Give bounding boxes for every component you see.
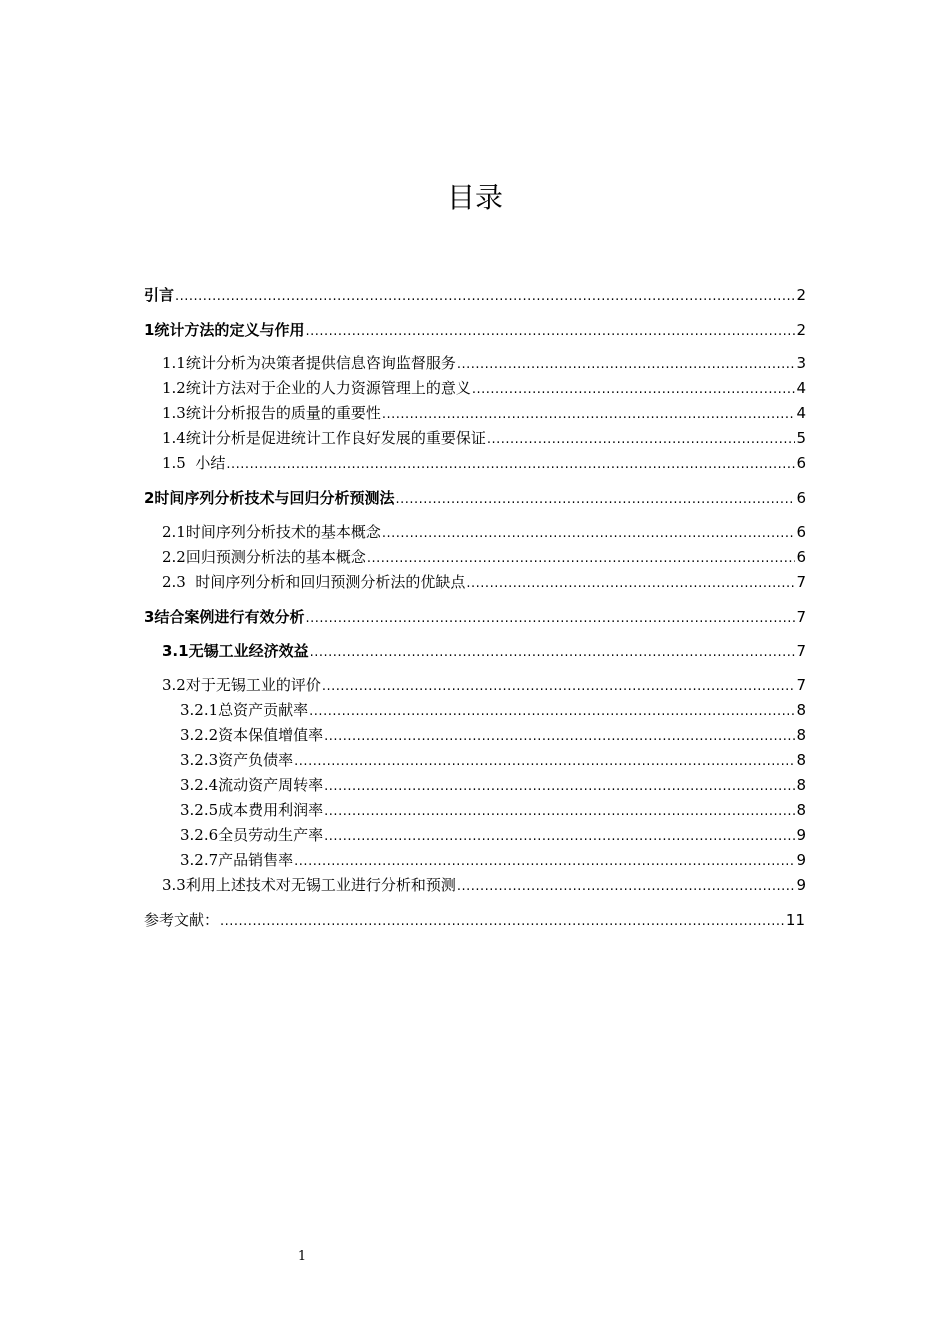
toc-entry-page: 6: [796, 454, 806, 472]
toc-entry-section-3-2-5[interactable]: [180, 800, 806, 822]
toc-leader-dots: [322, 677, 796, 697]
toc-leader-dots: [324, 777, 795, 797]
toc-entry-section-3-2-7[interactable]: [180, 850, 806, 872]
toc-entry-text: 3结合案例进行有效分析: [144, 608, 305, 626]
toc-entry-text: 2.2回归预测分析法的基本概念: [162, 548, 366, 566]
toc-leader-dots: [382, 524, 796, 544]
toc-leader-dots: [466, 574, 795, 594]
toc-entry-section-2-3[interactable]: [162, 572, 806, 594]
toc-entry-section-1-5[interactable]: [162, 453, 806, 475]
toc-entry-section-3-2-2[interactable]: [180, 725, 806, 747]
toc-entry-text: 参考文献：: [144, 911, 220, 929]
toc-entry-page: 9: [796, 826, 806, 844]
toc-entry-page: 8: [796, 776, 806, 794]
toc-leader-dots: [226, 455, 795, 475]
toc-entry-section-1-3[interactable]: [162, 403, 806, 425]
toc-entry-page: 11: [785, 911, 805, 929]
toc-entry-page: 7: [796, 676, 806, 694]
toc-entry-page: 7: [796, 642, 806, 660]
toc-entry-text: 3.2.6全员劳动生产率: [180, 826, 324, 844]
toc-entry-page: 2: [796, 321, 806, 339]
toc-entry-text: 3.2.2资本保值增值率: [180, 726, 324, 744]
toc-entry-text: 1统计方法的定义与作用: [144, 321, 305, 339]
toc-entry-page: 4: [796, 379, 806, 397]
toc-entry-page: 8: [796, 726, 806, 744]
page-title: 目录: [446, 181, 503, 214]
toc-entry-chapter-2[interactable]: [144, 488, 806, 510]
toc-leader-dots: [310, 643, 796, 663]
toc-entry-text: 3.2.5成本费用利润率: [180, 801, 324, 819]
toc-entry-text: 3.2.4流动资产周转率: [180, 776, 324, 794]
toc-entry-page: 7: [796, 573, 806, 591]
toc-entry-section-3-2-4[interactable]: [180, 775, 806, 797]
page-number: 1: [297, 1249, 307, 1264]
toc-entry-intro[interactable]: [144, 285, 806, 307]
toc-entry-page: 8: [796, 701, 806, 719]
toc-entry-section-3-2[interactable]: [162, 675, 806, 697]
toc-entry-text: 1.4统计分析是促进统计工作良好发展的重要保证: [162, 429, 486, 447]
toc-entry-section-1-4[interactable]: [162, 428, 806, 450]
toc-leader-dots: [487, 430, 796, 450]
toc-entry-page: 8: [796, 801, 806, 819]
toc-entry-text: 引言: [144, 286, 175, 304]
toc-leader-dots: [220, 912, 785, 932]
toc-leader-dots: [457, 877, 796, 897]
toc-entry-page: 6: [796, 523, 806, 541]
toc-entry-text: 1.2统计方法对于企业的人力资源管理上的意义: [162, 379, 471, 397]
toc-leader-dots: [395, 490, 795, 510]
toc-leader-dots: [382, 405, 796, 425]
toc-leader-dots: [324, 727, 795, 747]
toc-entry-page: 4: [796, 404, 806, 422]
toc-entry-section-3-3[interactable]: [162, 875, 806, 897]
toc-entry-page: 8: [796, 751, 806, 769]
toc-leader-dots: [294, 852, 795, 872]
toc-entry-page: 6: [796, 548, 806, 566]
toc-entry-text: 3.2.3资产负债率: [180, 751, 294, 769]
toc-entry-chapter-3[interactable]: [144, 607, 806, 629]
toc-entry-section-3-1[interactable]: [162, 641, 806, 663]
toc-entry-text: 3.2.1总资产贡献率: [180, 701, 309, 719]
toc-leader-dots: [309, 702, 795, 722]
toc-leader-dots: [305, 322, 795, 342]
toc-entry-chapter-1[interactable]: [144, 320, 806, 342]
toc-entry-text: 1.3统计分析报告的质量的重要性: [162, 404, 381, 422]
toc-entry-section-1-1[interactable]: [162, 353, 806, 375]
toc-entry-page: 3: [796, 354, 806, 372]
toc-entry-section-3-2-3[interactable]: [180, 750, 806, 772]
toc-entry-page: 5: [796, 429, 806, 447]
toc-entry-section-3-2-6[interactable]: [180, 825, 806, 847]
toc-leader-dots: [324, 802, 795, 822]
toc-leader-dots: [175, 287, 795, 307]
toc-leader-dots: [367, 549, 796, 569]
toc-entry-text: 2.1时间序列分析技术的基本概念: [162, 523, 381, 541]
toc-entry-text: 1.1统计分析为决策者提供信息咨询监督服务: [162, 354, 456, 372]
toc-leader-dots: [294, 752, 795, 772]
toc-entry-references[interactable]: [144, 910, 805, 932]
toc-leader-dots: [305, 609, 795, 629]
toc-entry-text: 2.3 时间序列分析和回归预测分析法的优缺点: [162, 573, 466, 591]
toc-entry-page: 2: [796, 286, 806, 304]
toc-entry-text: 3.2对于无锡工业的评价: [162, 676, 321, 694]
toc-leader-dots: [472, 380, 796, 400]
toc-entry-section-1-2[interactable]: [162, 378, 806, 400]
toc-entry-text: 2时间序列分析技术与回归分析预测法: [144, 489, 395, 507]
toc-entry-text: 3.3利用上述技术对无锡工业进行分析和预测: [162, 876, 456, 894]
toc-entry-page: 9: [796, 876, 806, 894]
toc-entry-text: 1.5 小结: [162, 454, 226, 472]
toc-leader-dots: [457, 355, 796, 375]
toc-entry-text: 3.2.7产品销售率: [180, 851, 294, 869]
toc-leader-dots: [324, 827, 795, 847]
toc-entry-section-3-2-1[interactable]: [180, 700, 806, 722]
toc-entry-text: 3.1无锡工业经济效益: [162, 642, 309, 660]
toc-entry-page: 6: [796, 489, 806, 507]
toc-entry-section-2-1[interactable]: [162, 522, 806, 544]
toc-entry-page: 7: [796, 608, 806, 626]
toc-entry-section-2-2[interactable]: [162, 547, 806, 569]
toc-entry-page: 9: [796, 851, 806, 869]
